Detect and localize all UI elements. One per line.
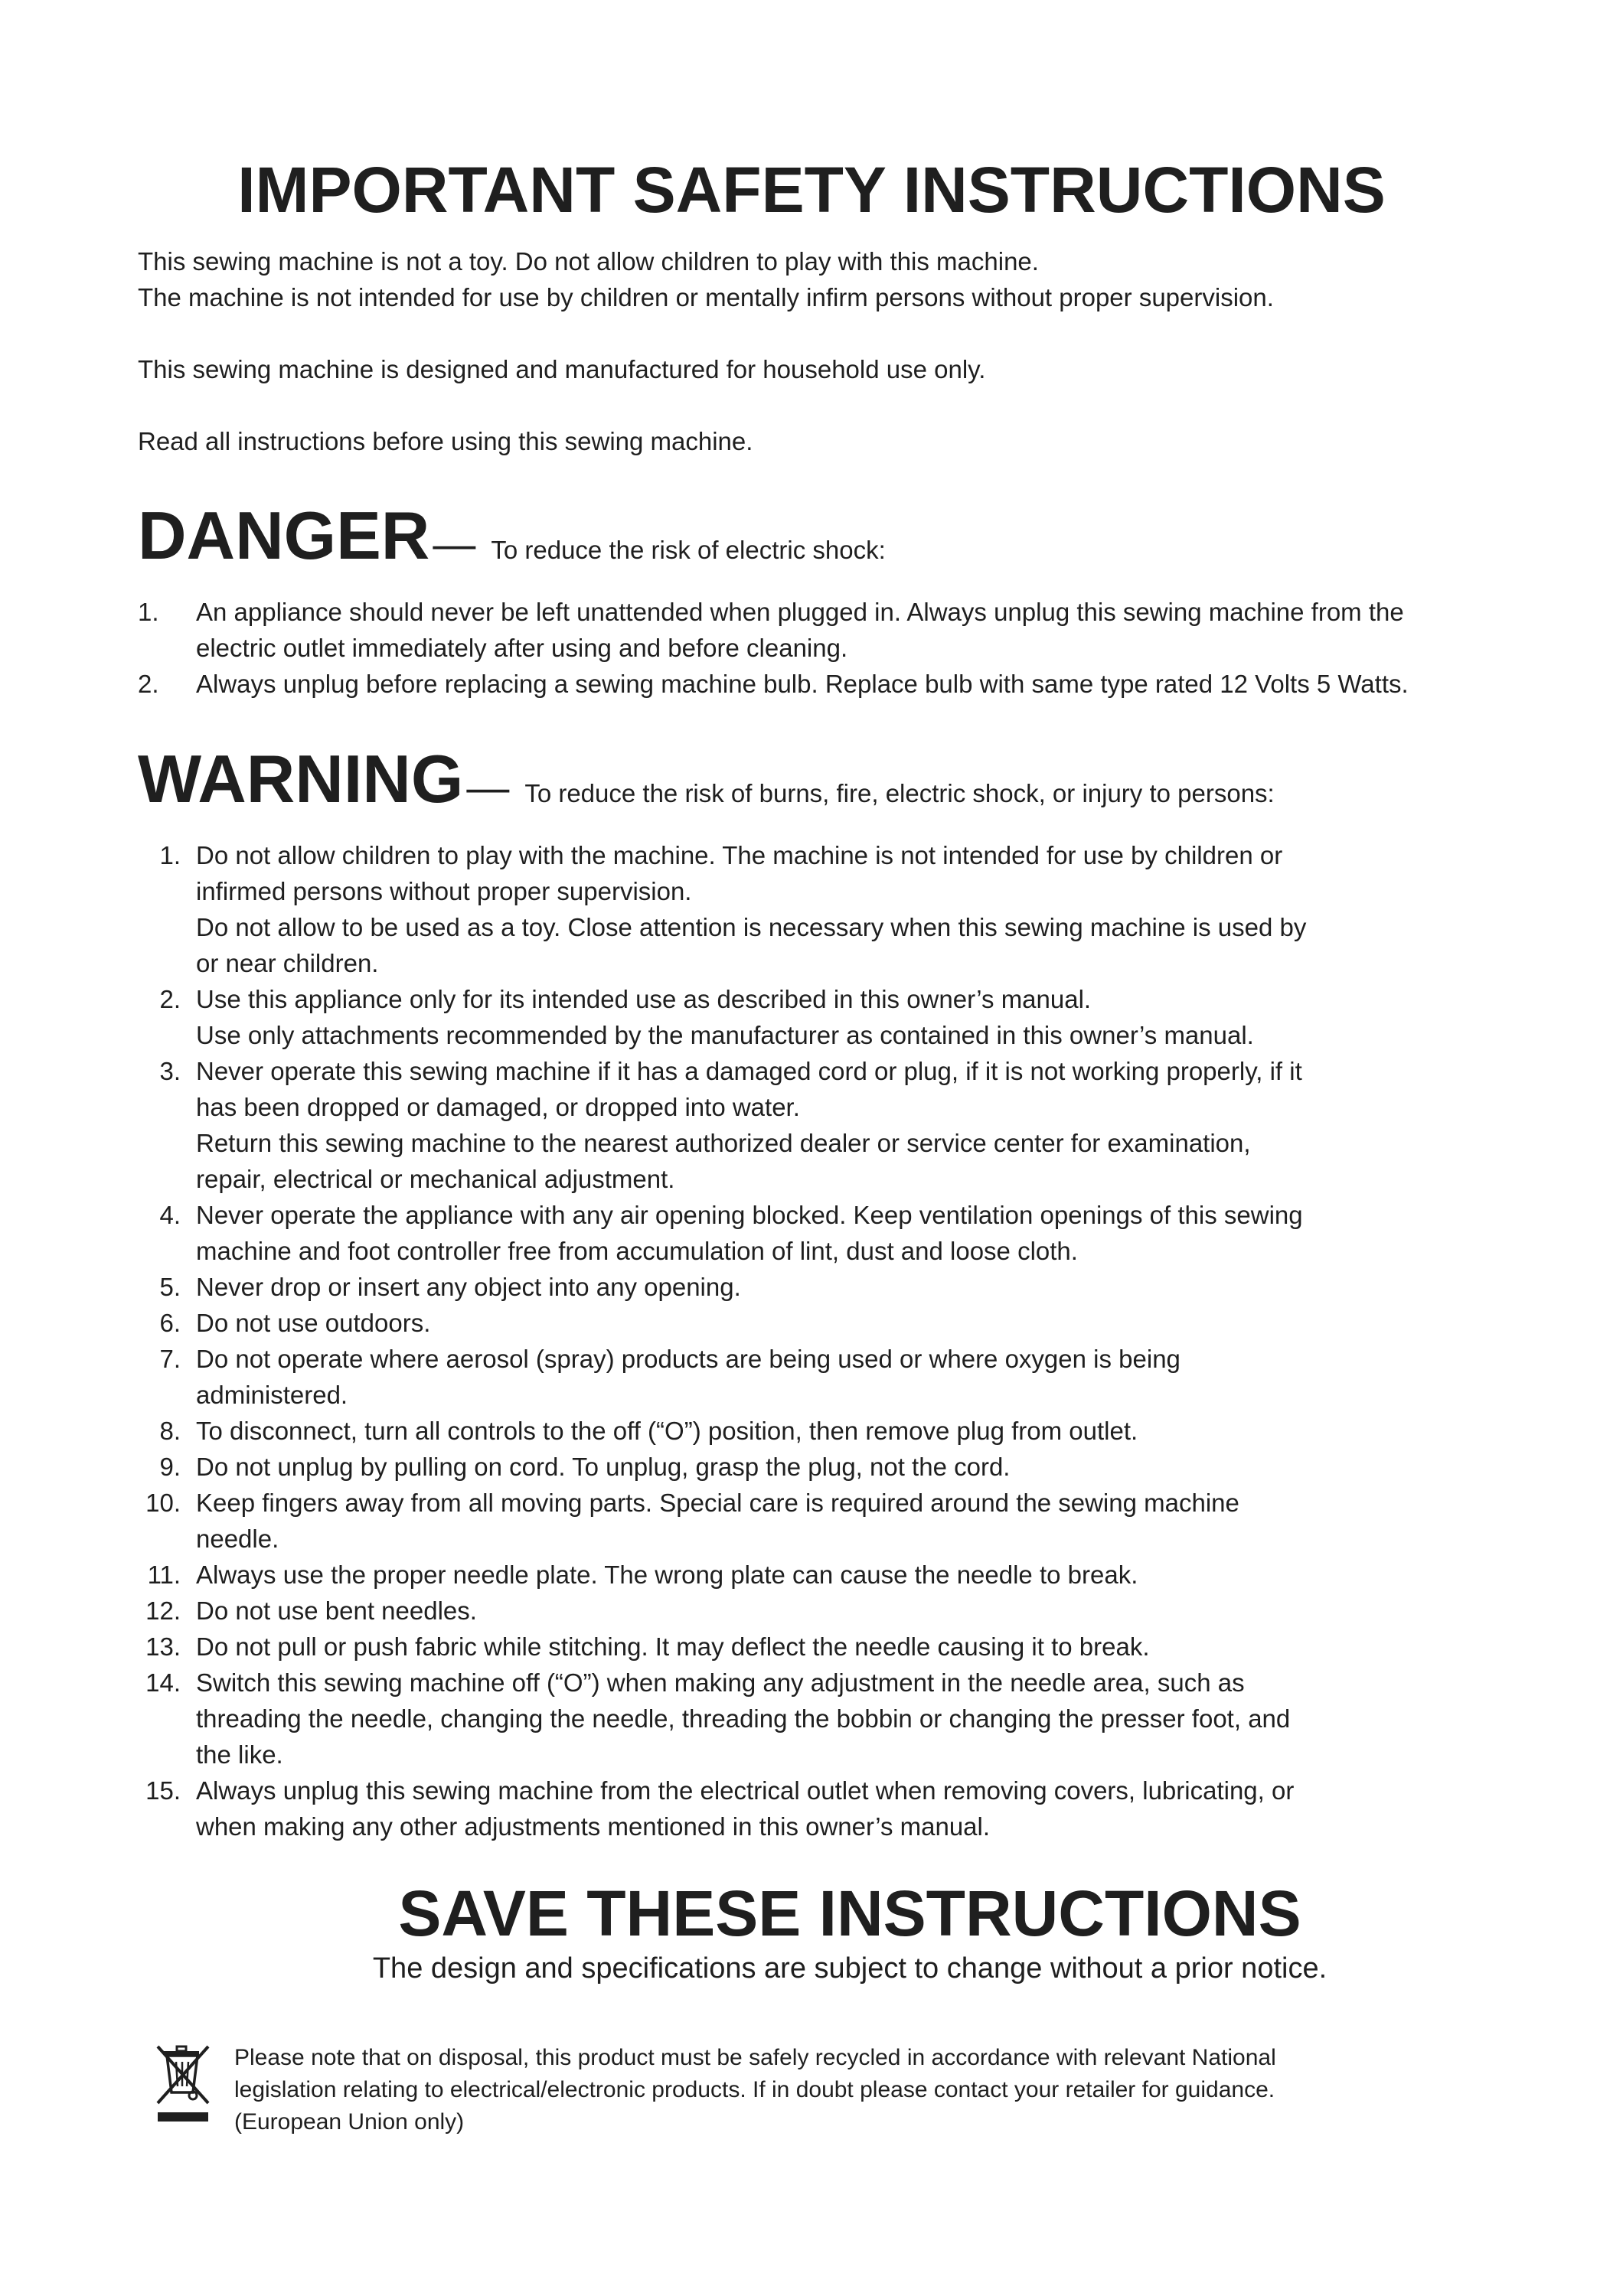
item-number: 1. <box>138 598 159 626</box>
item-text-line: infirmed persons without proper supervision. <box>196 877 692 905</box>
item-text-line: Do not allow to be used as a toy. Close attention is necessary when this sewing machine is used by <box>196 913 1307 941</box>
danger-item <box>138 666 1516 702</box>
disposal-line: (European Union only) <box>234 2109 465 2135</box>
item-text-line: Never operate this sewing machine if it has a damaged cord or plug, if it is not working properly, if it <box>196 1057 1302 1085</box>
item-text-line: Do not unplug by pulling on cord. To unplug, grasp the plug, not the cord. <box>196 1453 1011 1481</box>
danger-subtitle: To reduce the risk of electric shock: <box>491 536 886 564</box>
item-text-line: Use only attachments recommended by the manufacturer as contained in this owner’s manual. <box>196 1021 1254 1049</box>
item-text-line: has been dropped or damaged, or dropped into water. <box>196 1093 800 1121</box>
item-text-line: the like. <box>196 1740 283 1769</box>
warning-item <box>138 1593 1516 1629</box>
item-text-line: Return this sewing machine to the nearest authorized dealer or service center for examination, <box>196 1129 1251 1157</box>
item-number: 1. <box>159 841 181 869</box>
item-number: 2. <box>159 985 181 1013</box>
item-text-line: Do not use outdoors. <box>196 1309 431 1337</box>
item-number: 12. <box>145 1596 181 1625</box>
item-number: 9. <box>159 1453 181 1481</box>
disposal-line: Please note that on disposal, this product must be safely recycled in accordance with relevant National <box>234 2045 1276 2070</box>
warning-item <box>138 1629 1516 1665</box>
intro-section <box>138 243 1516 459</box>
item-number: 14. <box>145 1668 181 1697</box>
item-text-line: Keep fingers away from all moving parts. Special care is required around the sewing machine <box>196 1489 1239 1517</box>
item-number: 15. <box>145 1776 181 1805</box>
item-number: 4. <box>159 1201 181 1229</box>
danger-dash: — <box>433 520 476 568</box>
item-number: 13. <box>145 1632 181 1661</box>
item-text-line: when making any other adjustments mentioned in this owner’s manual. <box>196 1812 991 1841</box>
disposal-notice <box>234 2042 1536 2138</box>
warning-item <box>138 1773 1516 1844</box>
item-text-line: Do not use bent needles. <box>196 1596 477 1625</box>
item-text-line: Never operate the appliance with any air opening blocked. Keep ventilation openings of this sewing <box>196 1201 1303 1229</box>
item-text-line: Always unplug this sewing machine from the electrical outlet when removing covers, lubricating, or <box>196 1776 1295 1805</box>
item-text-line: administered. <box>196 1381 348 1409</box>
item-text-line: Do not allow children to play with the machine. The machine is not intended for use by children or <box>196 841 1283 869</box>
item-text-line: or near children. <box>196 949 379 977</box>
item-text-line: electric outlet immediately after using and before cleaning. <box>196 634 848 662</box>
intro-line: This sewing machine is not a toy. Do not allow children to play with this machine. <box>138 247 1039 276</box>
item-text-line: machine and foot controller free from accumulation of lint, dust and loose cloth. <box>196 1237 1078 1265</box>
warning-dash: — <box>466 763 510 811</box>
warning-item <box>138 1557 1516 1593</box>
item-number: 7. <box>159 1345 181 1373</box>
item-text-line: To disconnect, turn all controls to the off (“O”) position, then remove plug from outlet. <box>196 1417 1138 1445</box>
item-number: 6. <box>159 1309 181 1337</box>
item-text-line: Do not operate where aerosol (spray) products are being used or where oxygen is being <box>196 1345 1181 1373</box>
item-number: 5. <box>159 1273 181 1301</box>
item-text-line: needle. <box>196 1525 279 1553</box>
warning-item <box>138 1413 1516 1449</box>
danger-heading <box>138 497 886 574</box>
warning-heading <box>138 741 1275 817</box>
item-number: 3. <box>159 1057 181 1085</box>
item-number: 10. <box>145 1489 181 1517</box>
intro-line: Read all instructions before using this sewing machine. <box>138 427 753 455</box>
warning-label: WARNING <box>138 741 464 817</box>
item-text-line: Never drop or insert any object into any opening. <box>196 1273 741 1301</box>
warning-item <box>138 1197 1516 1269</box>
disposal-line: legislation relating to electrical/electronic products. If in doubt please contact your retailer for guidance. <box>234 2077 1275 2102</box>
item-text-line: Always use the proper needle plate. The wrong plate can cause the needle to break. <box>196 1561 1138 1589</box>
item-text-line: Use this appliance only for its intended use as described in this owner’s manual. <box>196 985 1092 1013</box>
item-number: 8. <box>159 1417 181 1445</box>
warning-item <box>138 1305 1516 1341</box>
item-number: 2. <box>138 670 159 698</box>
page-title: IMPORTANT SAFETY INSTRUCTIONS <box>237 154 1386 226</box>
warning-item <box>138 1449 1516 1485</box>
danger-item <box>138 594 1516 666</box>
save-instructions-title: SAVE THESE INSTRUCTIONS <box>398 1877 1301 1949</box>
change-notice: The design and specifications are subject to change without a prior notice. <box>372 1952 1327 1985</box>
warning-item <box>138 1485 1516 1557</box>
danger-label: DANGER <box>138 497 430 573</box>
warning-item <box>138 1665 1516 1773</box>
item-text-line: Do not pull or push fabric while stitching. It may deflect the needle causing it to break. <box>196 1632 1150 1661</box>
item-text-line: An appliance should never be left unattended when plugged in. Always unplug this sewing machine from the <box>196 598 1404 626</box>
warning-item <box>138 1341 1516 1413</box>
warning-item <box>138 981 1516 1053</box>
item-text-line: repair, electrical or mechanical adjustment. <box>196 1165 675 1193</box>
item-text-line: Switch this sewing machine off (“O”) when making any adjustment in the needle area, such as <box>196 1668 1245 1697</box>
warning-subtitle: To reduce the risk of burns, fire, electric shock, or injury to persons: <box>524 779 1275 807</box>
item-text-line: Always unplug before replacing a sewing machine bulb. Replace bulb with same type rated 12 Volts 5 Watts. <box>196 670 1409 698</box>
intro-line: The machine is not intended for use by children or mentally infirm persons without proper supervision. <box>138 283 1274 311</box>
warning-item <box>138 1269 1516 1305</box>
intro-line: This sewing machine is designed and manufactured for household use only. <box>138 355 986 383</box>
item-text-line: threading the needle, changing the needle, threading the bobbin or changing the presser foot, and <box>196 1704 1291 1733</box>
warning-list <box>138 837 1516 1844</box>
crossed-out-wheelie-bin-icon <box>153 2042 214 2126</box>
danger-list <box>138 594 1516 702</box>
warning-item <box>138 1053 1516 1197</box>
warning-item <box>138 837 1516 981</box>
item-number: 11. <box>147 1561 181 1589</box>
